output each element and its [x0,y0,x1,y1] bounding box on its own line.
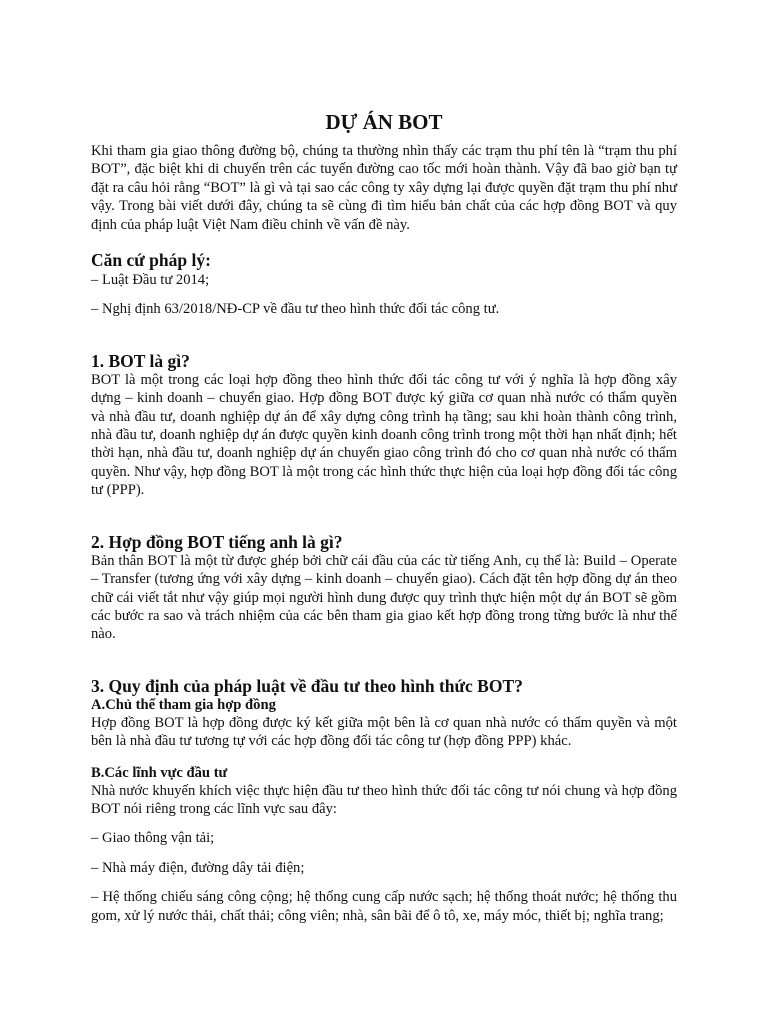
legal-basis-item: – Nghị định 63/2018/NĐ-CP về đầu tư theo hình thức đối tác công tư. [91,301,500,318]
section-3-heading: 3. Quy định của pháp luật về đầu tư theo hình thức BOT? [91,675,523,696]
section-2-body: Bản thân BOT là một từ được ghép bởi chữ cái đầu của các từ tiếng Anh, cụ thể là: Build – Operate – Transfer (tương ứng với xây dựng – kinh doanh – chuyển giao). Cách đặt tên hợp đồng dự án theo chữ cái viết tắt như vậy giúp mọi người hình dung được quy trình thực hiện một dự án BOT sẽ gồm các bước ra sao và trách nhiệm của các bên tham gia giao kết hợp đồng trong từng bước là như thế nào. [91,552,677,643]
legal-basis-heading: Căn cứ pháp lý: [91,250,211,271]
sector-list-item: – Hệ thống chiếu sáng công cộng; hệ thống cung cấp nước sạch; hệ thống thoát nước; hệ thống thu gom, xử lý nước thải, chất thải; công viên; nhà, sân bãi để ô tô, xe, máy móc, thiết bị; nghĩa trang; [91,889,677,924]
section-1-body: BOT là một trong các loại hợp đồng theo hình thức đối tác công tư với ý nghĩa là hợp đồng xây dựng – kinh doanh – chuyển giao. Hợp đồng BOT được ký giữa cơ quan nhà nước có thẩm quyền và nhà đầu tư, doanh nghiệp dự án để xây dựng công trình hạ tầng; sau khi hoàn thành công trình, nhà đầu tư, doanh nghiệp dự án được quyền kinh doanh công trình trong một thời hạn nhất định; hết thời hạn, nhà đầu tư, doanh nghiệp dự án chuyển giao công trình đó cho cơ quan nhà nước có thẩm quyền. Như vậy, hợp đồng BOT là một trong các hình thức thực hiện của loại hợp đồng đối tác công tư (PPP). [91,371,677,499]
subsection-a-heading: A.Chủ thể tham gia hợp đồng [91,696,276,713]
subsection-a-body: Hợp đồng BOT là hợp đồng được ký kết giữa một bên là cơ quan nhà nước có thẩm quyền và một bên là nhà đầu tư tương tự với các hợp đồng đối tác công tư (hợp đồng PPP) khác. [91,714,677,750]
section-1-heading: 1. BOT là gì? [91,350,190,371]
sector-list-item: – Giao thông vận tải; [91,830,215,847]
section-2-heading: 2. Hợp đồng BOT tiếng anh là gì? [91,531,343,552]
sector-list-item: – Nhà máy điện, đường dây tải điện; [91,859,305,876]
subsection-b-heading: B.Các lĩnh vực đầu tư [91,764,228,781]
subsection-b-body: Nhà nước khuyến khích việc thực hiện đầu tư theo hình thức đối tác công tư nói chung và hợp đồng BOT nói riêng trong các lĩnh vực sau đây: [91,782,677,817]
document-title: DỰ ÁN BOT [325,110,443,134]
legal-basis-item: – Luật Đầu tư 2014; [91,272,210,289]
intro-paragraph: Khi tham gia giao thông đường bộ, chúng ta thường nhìn thấy các trạm thu phí tên là “trạm thu phí BOT”, đặc biệt khi di chuyển trên các tuyến đường cao tốc mới hoàn thành. Vậy đã bao giờ bạn tự đặt ra câu hỏi rằng “BOT” là gì và tại sao các công ty xây dựng lại được quyền đặt trạm thu phí như vậy. Trong bài viết dưới đây, chúng ta sẽ cùng đi tìm hiểu bản chất của các hợp đồng BOT và quy định của pháp luật Việt Nam điều chỉnh về vấn đề này. [91,143,677,233]
